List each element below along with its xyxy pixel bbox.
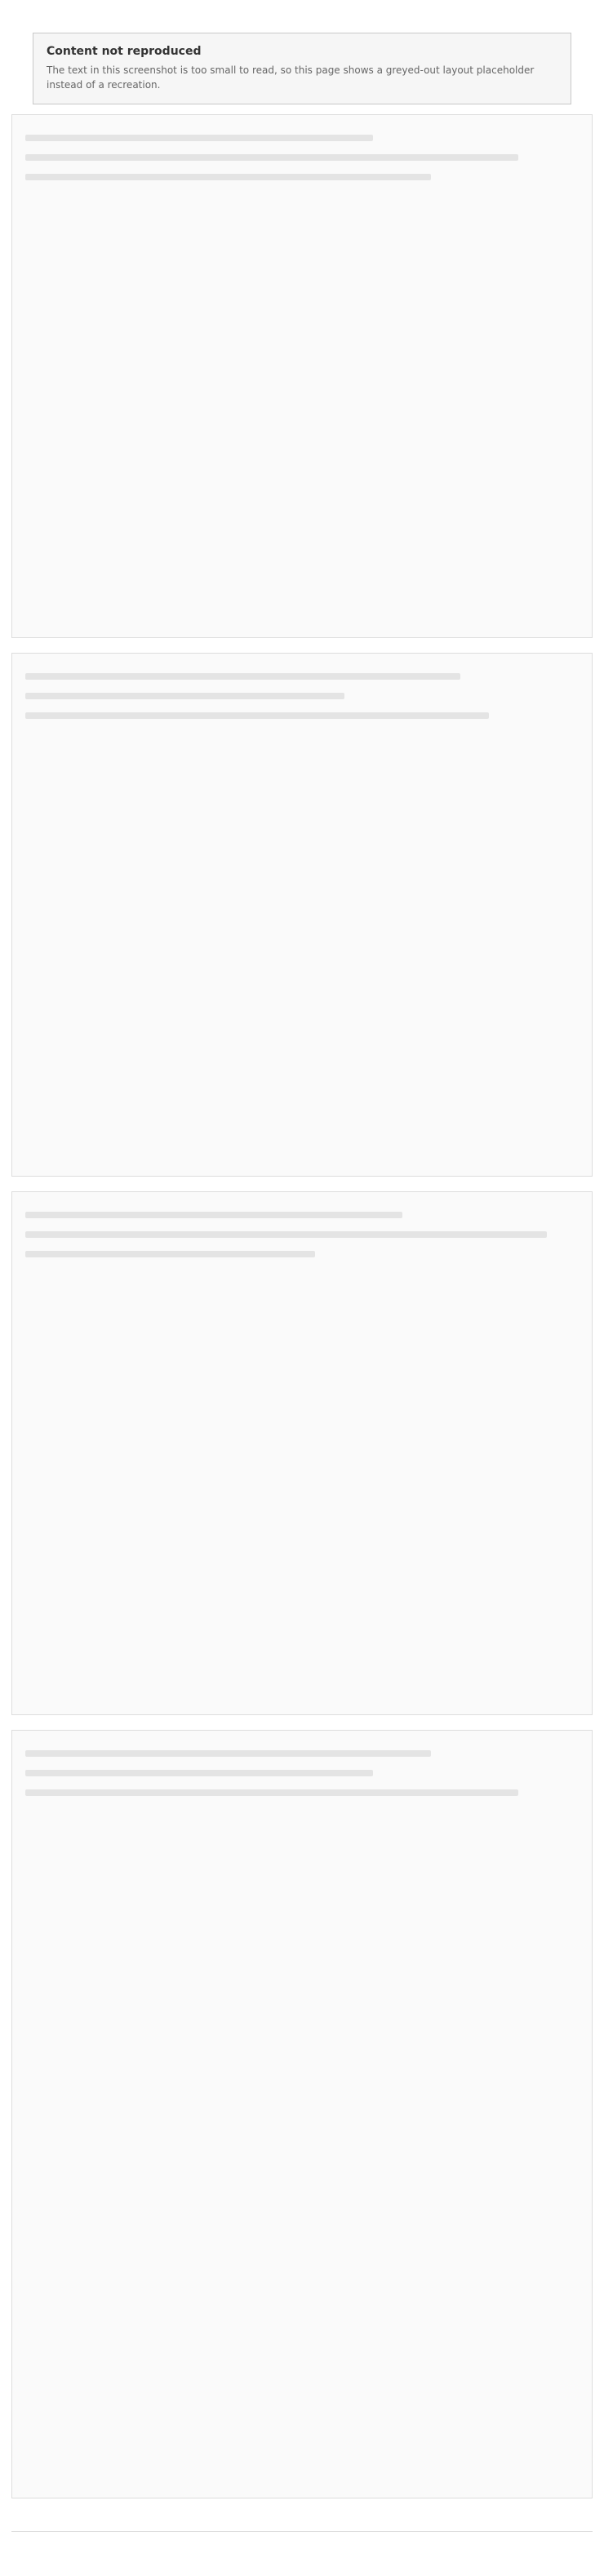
placeholder-message: The text in this screenshot is too small to read, so this page shows a greyed-out layout placeholder instead of a recreation. bbox=[47, 64, 535, 91]
placeholder-line bbox=[25, 1750, 431, 1757]
placeholder-line bbox=[25, 154, 518, 161]
placeholder-line bbox=[25, 1770, 373, 1776]
placeholder-title: Content not reproduced bbox=[47, 45, 202, 58]
placeholder-line bbox=[25, 1789, 518, 1796]
placeholder-line bbox=[25, 693, 344, 699]
placeholder-line bbox=[25, 1212, 402, 1218]
placeholder-block bbox=[11, 653, 593, 1177]
placeholder-footer bbox=[11, 2531, 593, 2565]
placeholder-block bbox=[11, 114, 593, 638]
placeholder-notice bbox=[33, 33, 571, 104]
placeholder-line bbox=[25, 135, 373, 141]
placeholder-line bbox=[25, 712, 489, 719]
placeholder-line bbox=[25, 1251, 315, 1257]
placeholder-line bbox=[25, 673, 460, 680]
placeholder-line bbox=[25, 1231, 547, 1238]
placeholder-block bbox=[11, 1191, 593, 1715]
placeholder-line bbox=[25, 174, 431, 180]
placeholder-block bbox=[11, 1730, 593, 2498]
